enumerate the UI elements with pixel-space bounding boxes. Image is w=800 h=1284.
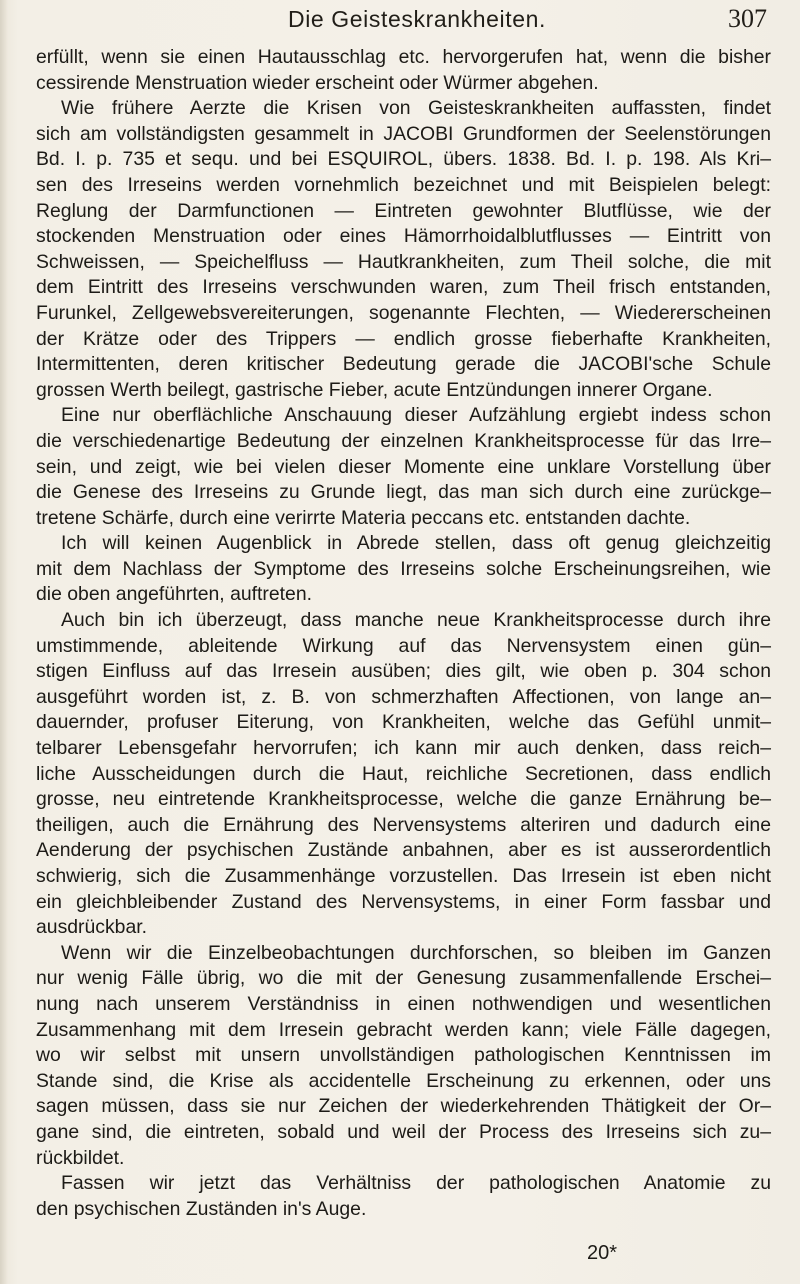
text-line: nur wenig Fälle übrig, wo die mit der Genesung zusammenfallende Erschei– — [36, 967, 771, 990]
text-line: sagen müssen, dass sie nur Zeichen der wiederkehrenden Thätigkeit der Or– — [36, 1095, 771, 1118]
text-line: stigen Einfluss auf das Irresein ausüben; dies gilt, wie oben p. 304 schon — [36, 660, 771, 683]
text-line: den psychischen Zuständen in's Auge. — [36, 1197, 367, 1220]
text-line: die Genese des Irreseins zu Grunde liegt, das man sich durch eine zurückge– — [36, 481, 771, 504]
text-line: liche Ausscheidungen durch die Haut, reichliche Secretionen, dass endlich — [36, 762, 771, 785]
text-line: wo wir selbst mit unsern unvollständigen pathologischen Kenntnissen im — [36, 1044, 771, 1067]
text-line: Fassen wir jetzt das Verhältniss der pathologischen Anatomie zu — [61, 1172, 771, 1195]
page-number: 307 — [728, 4, 767, 33]
text-line: grossen Werth beilegt, gastrische Fieber, acute Entzündungen innerer Organe. — [36, 378, 713, 401]
text-line: Intermittenten, deren kritischer Bedeutung gerade die JACOBI'sche Schule — [36, 353, 771, 376]
text-line: rückbildet. — [36, 1146, 125, 1169]
text-line: umstimmende, ableitende Wirkung auf das Nervensystem einen gün– — [36, 634, 771, 657]
text-line: gane sind, die eintreten, sobald und weil der Process des Irreseins sich zu– — [36, 1120, 771, 1143]
text-line: telbarer Lebensgefahr hervorrufen; ich kann mir auch denken, dass reich– — [36, 737, 771, 760]
text-line: Bd. I. p. 735 et sequ. und bei ESQUIROL, übers. 1838. Bd. I. p. 198. Als Kri– — [36, 148, 771, 171]
text-line: Reglung der Darmfunctionen — Eintreten gewohnter Blutflüsse, wie der — [36, 199, 771, 222]
text-line: ausdrückbar. — [36, 916, 148, 939]
text-line: Wie frühere Aerzte die Krisen von Geisteskrankheiten auffassten, findet — [61, 97, 771, 120]
text-line: sein, und zeigt, wie bei vielen dieser Momente eine unklare Vorstellung über — [36, 455, 771, 478]
text-line: Schweissen, — Speichelfluss — Hautkrankheiten, zum Theil solche, die mit — [36, 250, 771, 273]
running-head: Die Geisteskrankheiten. — [288, 6, 546, 32]
text-line: der Krätze oder des Trippers — endlich grosse fieberhafte Krankheiten, — [36, 327, 771, 350]
body-text — [36, 45, 771, 1222]
page-binding-edge — [0, 0, 8, 1284]
text-line: nung nach unserem Verständniss in einen nothwendigen und wesentlichen — [36, 992, 771, 1015]
text-line: Wenn wir die Einzelbeobachtungen durchforschen, so bleiben im Ganzen — [61, 941, 771, 964]
text-line: cessirende Menstruation wieder erscheint oder Würmer abgehen. — [36, 71, 599, 94]
text-line: Furunkel, Zellgewebsvereiterungen, sogenannte Flechten, — Wiedererscheinen — [36, 301, 771, 324]
text-line: Eine nur oberflächliche Anschauung dieser Aufzählung ergiebt indess schon — [61, 404, 771, 427]
text-line: ausgeführt worden ist, z. B. von schmerzhaften Affectionen, von lange an– — [36, 685, 771, 708]
signature-mark: 20* — [587, 1242, 618, 1264]
text-line: sen des Irreseins werden vornehmlich bezeichnet und mit Beispielen belegt: — [36, 173, 771, 196]
text-line: stockenden Menstruation oder eines Hämorrhoidalblutflusses — Eintritt von — [36, 225, 771, 248]
text-line: dauernder, profuser Eiterung, von Krankheiten, welche das Gefühl unmit– — [36, 711, 771, 734]
page-header — [0, 2, 800, 36]
text-line: die verschiedenartige Bedeutung der einzelnen Krankheitsprocesse für das Irre– — [36, 429, 771, 452]
text-line: ein gleichbleibender Zustand des Nervensystems, in einer Form fassbar und — [36, 890, 771, 913]
text-line: Stande sind, die Krise als accidentelle Erscheinung zu erkennen, oder uns — [36, 1069, 771, 1092]
text-line: Ich will keinen Augenblick in Abrede stellen, dass oft genug gleichzeitig — [61, 532, 771, 555]
text-line: Aenderung der psychischen Zustände anbahnen, aber es ist ausserordentlich — [36, 839, 771, 862]
text-line: erfüllt, wenn sie einen Hautausschlag etc. hervorgerufen hat, wenn die bisher — [36, 46, 771, 68]
text-line: tretene Schärfe, durch eine verirrte Materia peccans etc. entstanden dachte. — [36, 506, 691, 529]
text-line: mit dem Nachlass der Symptome des Irreseins solche Erscheinungsreihen, wie — [36, 557, 771, 580]
text-line: die oben angeführten, auftreten. — [36, 583, 312, 606]
text-line: sich am vollständigsten gesammelt in JACOBI Grundformen der Seelenstörungen — [36, 122, 771, 145]
text-line: grosse, neu eintretende Krankheitsprocesse, welche die ganze Ernährung be– — [36, 788, 771, 811]
text-line: dem Eintritt des Irreseins verschwunden waren, zum Theil frisch entstanden, — [36, 276, 771, 299]
text-line: schwierig, sich die Zusammenhänge vorzustellen. Das Irresein ist eben nicht — [36, 865, 771, 887]
text-line: theiligen, auch die Ernährung des Nervensystems alteriren und dadurch eine — [36, 813, 771, 836]
text-line: Zusammenhang mit dem Irresein gebracht werden kann; viele Fälle dagegen, — [36, 1018, 771, 1041]
text-line: Auch bin ich überzeugt, dass manche neue Krankheitsprocesse durch ihre — [61, 609, 771, 632]
